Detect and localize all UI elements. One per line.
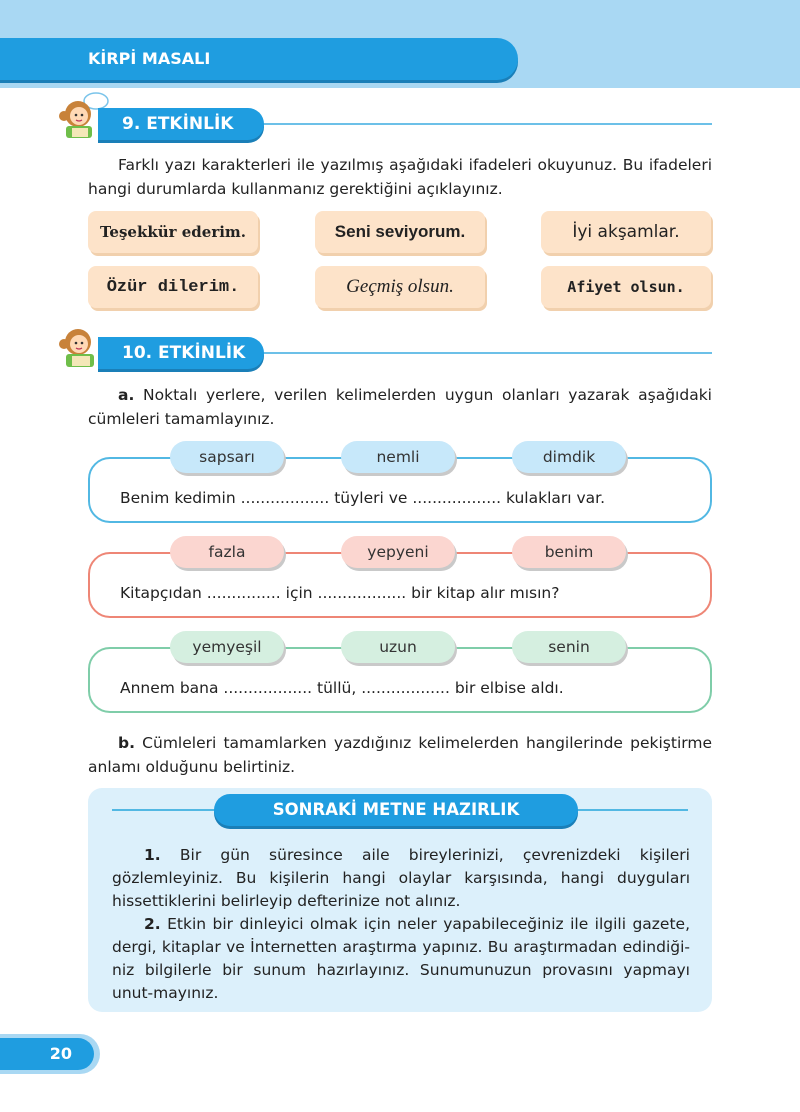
activity10-title: 10. ETKİNLİK [98,337,264,369]
phrase-card: Teşekkür ederim. [88,211,258,253]
a-text: Noktalı yerlere, verilen kelimelerden uygun olanları yazarak aşağıdaki cümleleri tamamlayınız. [88,386,712,428]
phrase-card: Özür dilerim. [88,266,258,308]
word-box: senin [512,631,626,663]
a-label: a. [118,386,135,404]
activity10-a [88,383,712,431]
word-box: fazla [170,536,284,568]
phrase-card: Afiyet olsun. [541,266,711,308]
activity9-instruction: Farklı yazı karakterleri ile yazılmış aşağıdaki ifadeleri okuyunuz. Bu ifadeleri hangi durumlarda kullanmanız gerektiğini açıklayınız. [88,156,712,198]
sentence: Benim kedimin .................. tüyleri ve .................. kulakları var. [120,489,606,507]
panel-item-2: 2. Etkin bir dinleyici olmak için neler yapabileceğiniz ile ilgili gazete, dergi, kitaplar ve İnternetten araştırma yapınız. Bu araştırmadan edindiği-niz bilgilerle bir sunum hazırlayınız. Sunumunuzun provasını yapmayı unut-mayınız. [112,915,690,1002]
word-box: yemyeşil [170,631,284,663]
phrase-card: Geçmiş olsun. [315,266,485,308]
b-text: Cümleleri tamamlarken yazdığınız kelimelerden hangilerinde pekiştirme anlamı olduğunu belirtiniz. [88,734,712,776]
phrase-card: Seni seviyorum. [315,211,485,253]
chapter-title: KİRPİ MASALI [0,38,518,80]
activity10-line [250,352,712,354]
activity9-title: 9. ETKİNLİK [98,108,264,140]
word-box: nemli [341,441,455,473]
sentence: Kitapçıdan ............... için .................. bir kitap alır mısın? [120,584,560,602]
activity9-line [250,123,712,125]
panel-item-1: 1. Bir gün süresince aile bireylerinizi, çevrenizdeki kişileri gözlemleyiniz. Bu kişilerin hangi olaylar karşısında, hangi duyguları hissettiklerini belirleyip defterinize not alınız. [112,846,690,910]
panel-title: SONRAKİ METNE HAZIRLIK [214,794,578,826]
word-box: benim [512,536,626,568]
page-number: 20 [0,1038,94,1070]
b-label: b. [118,734,135,752]
word-box: uzun [341,631,455,663]
activity10-b [88,731,712,779]
sentence: Annem bana .................. tüllü, .................. bir elbise aldı. [120,679,564,697]
word-box: sapsarı [170,441,284,473]
phrase-card: İyi akşamlar. [541,211,711,253]
word-box: yepyeni [341,536,455,568]
word-box: dimdik [512,441,626,473]
